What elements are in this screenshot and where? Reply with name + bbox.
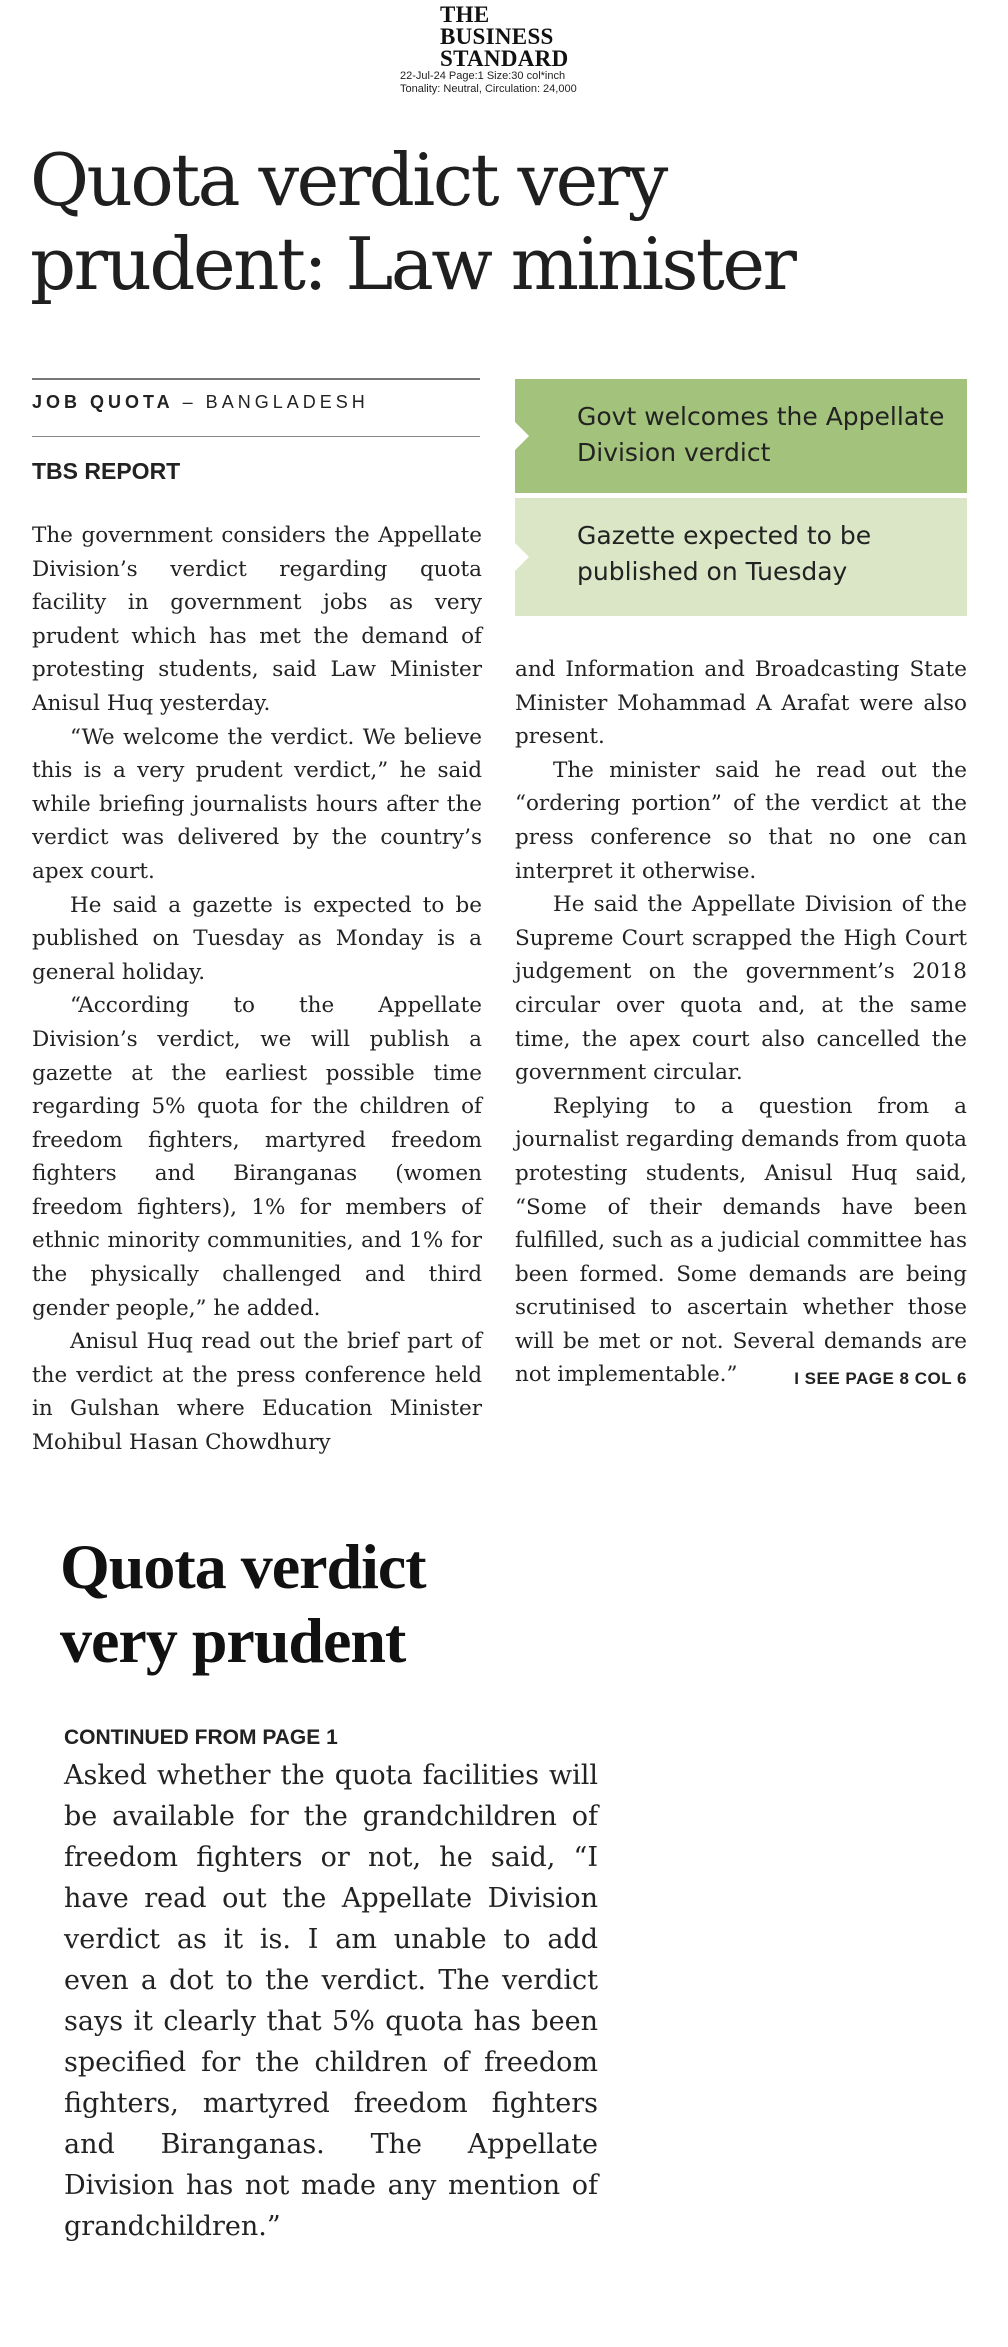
paragraph bbox=[515, 1090, 967, 1392]
headline-line-1: Quota verdict very bbox=[30, 138, 666, 222]
logo-line-2: BUSINESS bbox=[440, 24, 554, 49]
paragraph: The minister said he read out the “ordering portion” of the verdict at the press conference so that no one can interpret it otherwise. bbox=[515, 757, 967, 884]
paragraph: and Information and Broadcasting State Minister Mohammad A Arafat were also present. bbox=[515, 657, 967, 750]
paragraph-text: Replying to a question from a journalist regarding demands from quota protesting students, Anisul Huq said, “Some of their demands have been fulfilled, such as a judicial committee has been formed. Some demands are being scrutinised to ascertain whether those will be met or not. Several demands are not implementable.” bbox=[515, 1093, 967, 1388]
paragraph: The government considers the Appellate Division’s verdict regarding quota facility in government jobs as very prudent which has met the demand of protesting students, said Law Minister Anisul Huq yesterday. bbox=[32, 523, 482, 716]
highlight-text-1: Govt welcomes the Appellate Division verdict bbox=[577, 402, 945, 467]
byline: TBS REPORT bbox=[32, 458, 181, 484]
article-column-1 bbox=[32, 519, 482, 1460]
pointer-notch-icon bbox=[515, 543, 529, 571]
kicker-topic: JOB QUOTA bbox=[32, 392, 174, 412]
pointer-notch-icon bbox=[515, 422, 529, 450]
section-rule bbox=[32, 378, 480, 380]
kicker-region: – BANGLADESH bbox=[173, 392, 369, 412]
paragraph: Anisul Huq read out the brief part of the verdict at the press conference held in Gulshan where Education Minister Mohibul Hasan Chowdhury bbox=[32, 1329, 482, 1456]
continuation-body: Asked whether the quota facilities will be available for the grandchildren of freedom fighters or not, he said, “I have read out the Appellate Division verdict as it is. I am unable to add even a dot to the verdict. The verdict says it clearly that 5% quota has been specified for the children of freedom fighters, martyred freedom fighters and Biranganas. The Appellate Division has not made any mention of grandchildren.” bbox=[64, 1760, 598, 2242]
paragraph: “According to the Appellate Division’s verdict, we will publish a gazette at the earliest possible time regarding 5% quota for the children of freedom fighters, martyred freedom fighters and Biranganas (women freedom fighters), 1% for members of ethnic minority communities, and 1% for the physically challenged and third gender people,” he added. bbox=[32, 993, 482, 1321]
paragraph: “We welcome the verdict. We believe this is a very prudent verdict,” he said while briefing journalists hours after the verdict was delivered by the country’s apex court. bbox=[32, 724, 482, 884]
headline-line-2: prudent: Law minister bbox=[30, 222, 795, 306]
continuation-headline-line-1: Quota verdict bbox=[60, 1531, 426, 1602]
highlight-text-2: Gazette expected to be published on Tuesday bbox=[577, 521, 872, 586]
paragraph: He said a gazette is expected to be published on Tuesday as Monday is a general holiday. bbox=[32, 892, 482, 985]
continuation-headline-line-2: very prudent bbox=[60, 1605, 406, 1676]
highlight-box-1 bbox=[515, 379, 967, 493]
jump-reference: I SEE PAGE 8 COL 6 bbox=[794, 1369, 967, 1389]
continuation-headline bbox=[60, 1530, 580, 1678]
article-column-2 bbox=[515, 653, 967, 1396]
clip-meta-line-2: Tonality: Neutral, Circulation: 24,000 bbox=[400, 83, 577, 95]
article-headline bbox=[30, 138, 980, 306]
logo-line-3: STANDARD bbox=[440, 46, 569, 71]
newspaper-logo bbox=[440, 4, 630, 70]
masthead bbox=[400, 4, 630, 96]
continued-from-label: CONTINUED FROM PAGE 1 bbox=[64, 1726, 338, 1749]
paragraph: He said the Appellate Division of the Supreme Court scrapped the High Court judgement on the government’s 2018 circular over quota and, at the same time, the apex court also cancelled the government circular. bbox=[515, 892, 967, 1086]
clip-meta-line-1: 22-Jul-24 Page:1 Size:30 col*inch bbox=[400, 70, 566, 82]
highlight-box-2 bbox=[515, 498, 967, 616]
kicker-rule bbox=[32, 436, 480, 437]
section-kicker bbox=[32, 392, 369, 413]
logo-line-1: THE bbox=[440, 2, 490, 27]
